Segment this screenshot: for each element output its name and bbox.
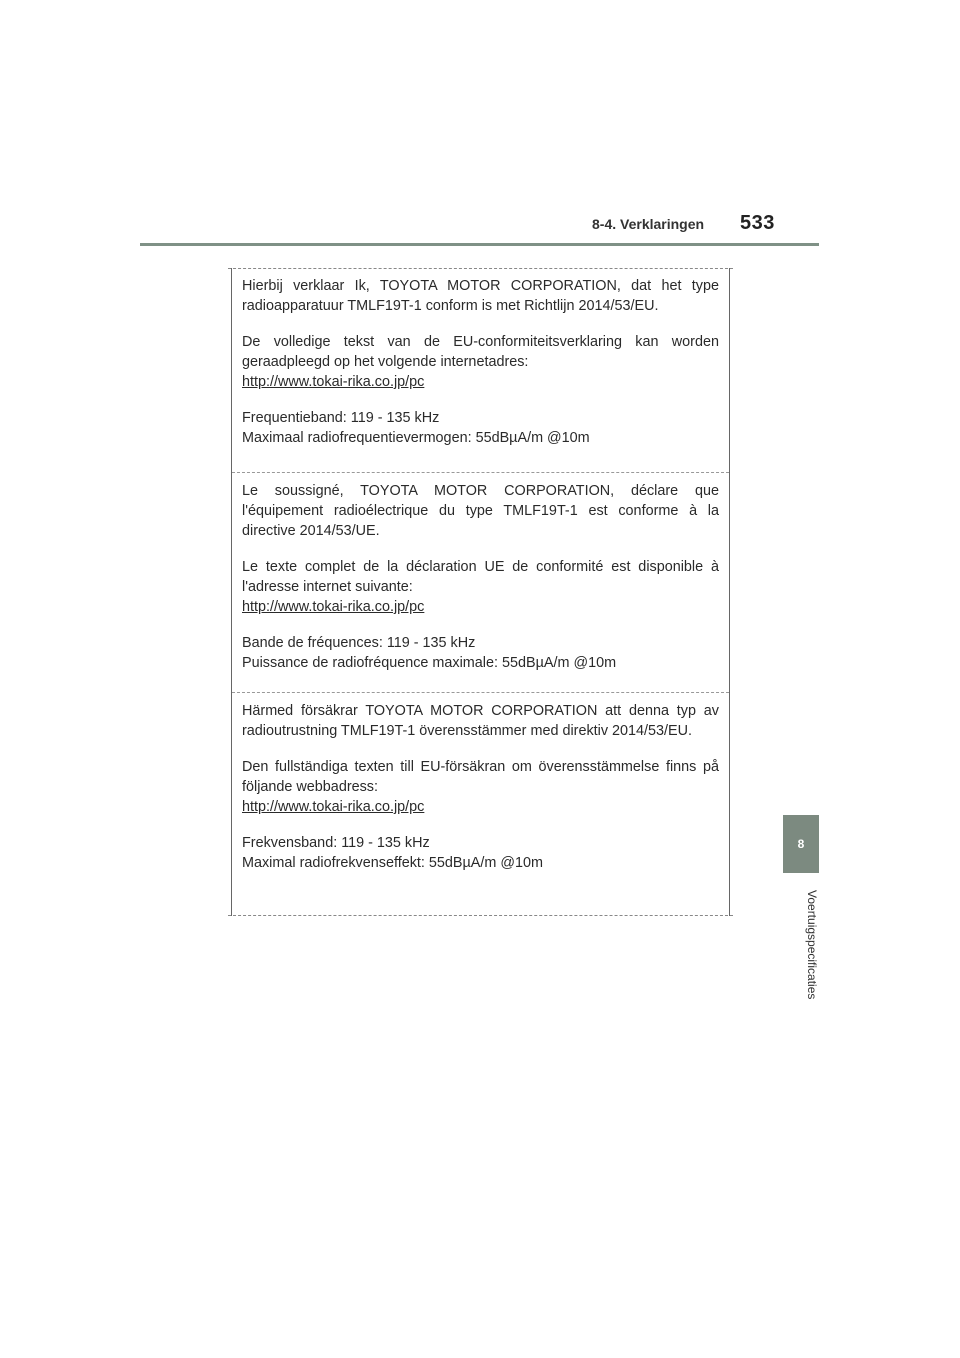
chapter-tab: 8	[783, 815, 819, 873]
declaration-url-link[interactable]: http://www.tokai-rika.co.jp/pc	[242, 599, 425, 615]
declaration-statement: Hierbij verklaar Ik, TOYOTA MOTOR CORPORATION, dat het type radioapparatuur TMLF19T-1 conform is met Richtlijn 2014/53/EU.	[242, 278, 719, 314]
declaration-fulltext-note	[242, 332, 719, 392]
declaration-swedish	[232, 692, 729, 925]
declaration-box	[231, 268, 730, 916]
max-power: Maximal radiofrekvenseffekt: 55dBµA/m @10m	[242, 855, 543, 871]
header-rule	[140, 243, 819, 246]
declaration-statement: Le soussigné, TOYOTA MOTOR CORPORATION, déclare que l'équipement radioélectrique du type TMLF19T-1 est conforme à la directive 2014/53/UE.	[242, 483, 719, 539]
frequency-info	[242, 408, 719, 448]
frequency-band: Frekvensband: 119 - 135 kHz	[242, 835, 430, 851]
max-power: Maximaal radiofrequentievermogen: 55dBµA/m @10m	[242, 430, 590, 446]
fulltext-label: Le texte complet de la déclaration UE de conformité est disponible à l'adresse internet suivante:	[242, 559, 719, 595]
declaration-fulltext-note	[242, 557, 719, 617]
declaration-statement: Härmed försäkrar TOYOTA MOTOR CORPORATION att denna typ av radioutrustning TMLF19T-1 överensstämmer med direktiv 2014/53/EU.	[242, 703, 719, 739]
max-power: Puissance de radiofréquence maximale: 55dBµA/m @10m	[242, 655, 617, 671]
frequency-info	[242, 833, 719, 873]
frequency-band: Bande de fréquences: 119 - 135 kHz	[242, 635, 476, 651]
declaration-url-link[interactable]: http://www.tokai-rika.co.jp/pc	[242, 799, 425, 815]
declaration-url-link[interactable]: http://www.tokai-rika.co.jp/pc	[242, 374, 425, 390]
declaration-dutch	[232, 268, 729, 480]
declaration-fulltext-note	[242, 757, 719, 817]
frequency-info	[242, 633, 719, 673]
page-number: 533	[740, 212, 775, 234]
page-header-section: 8-4. Verklaringen	[592, 216, 705, 232]
chapter-label: Voertuigspecificaties	[805, 890, 819, 1000]
declaration-french	[232, 472, 729, 701]
fulltext-label: De volledige tekst van de EU-conformiteitsverklaring kan worden geraadpleegd op het volgende internetadres:	[242, 334, 719, 370]
fulltext-label: Den fullständiga texten till EU-försäkran om överensstämmelse finns på följande webbadress:	[242, 759, 719, 795]
frequency-band: Frequentieband: 119 - 135 kHz	[242, 410, 440, 426]
